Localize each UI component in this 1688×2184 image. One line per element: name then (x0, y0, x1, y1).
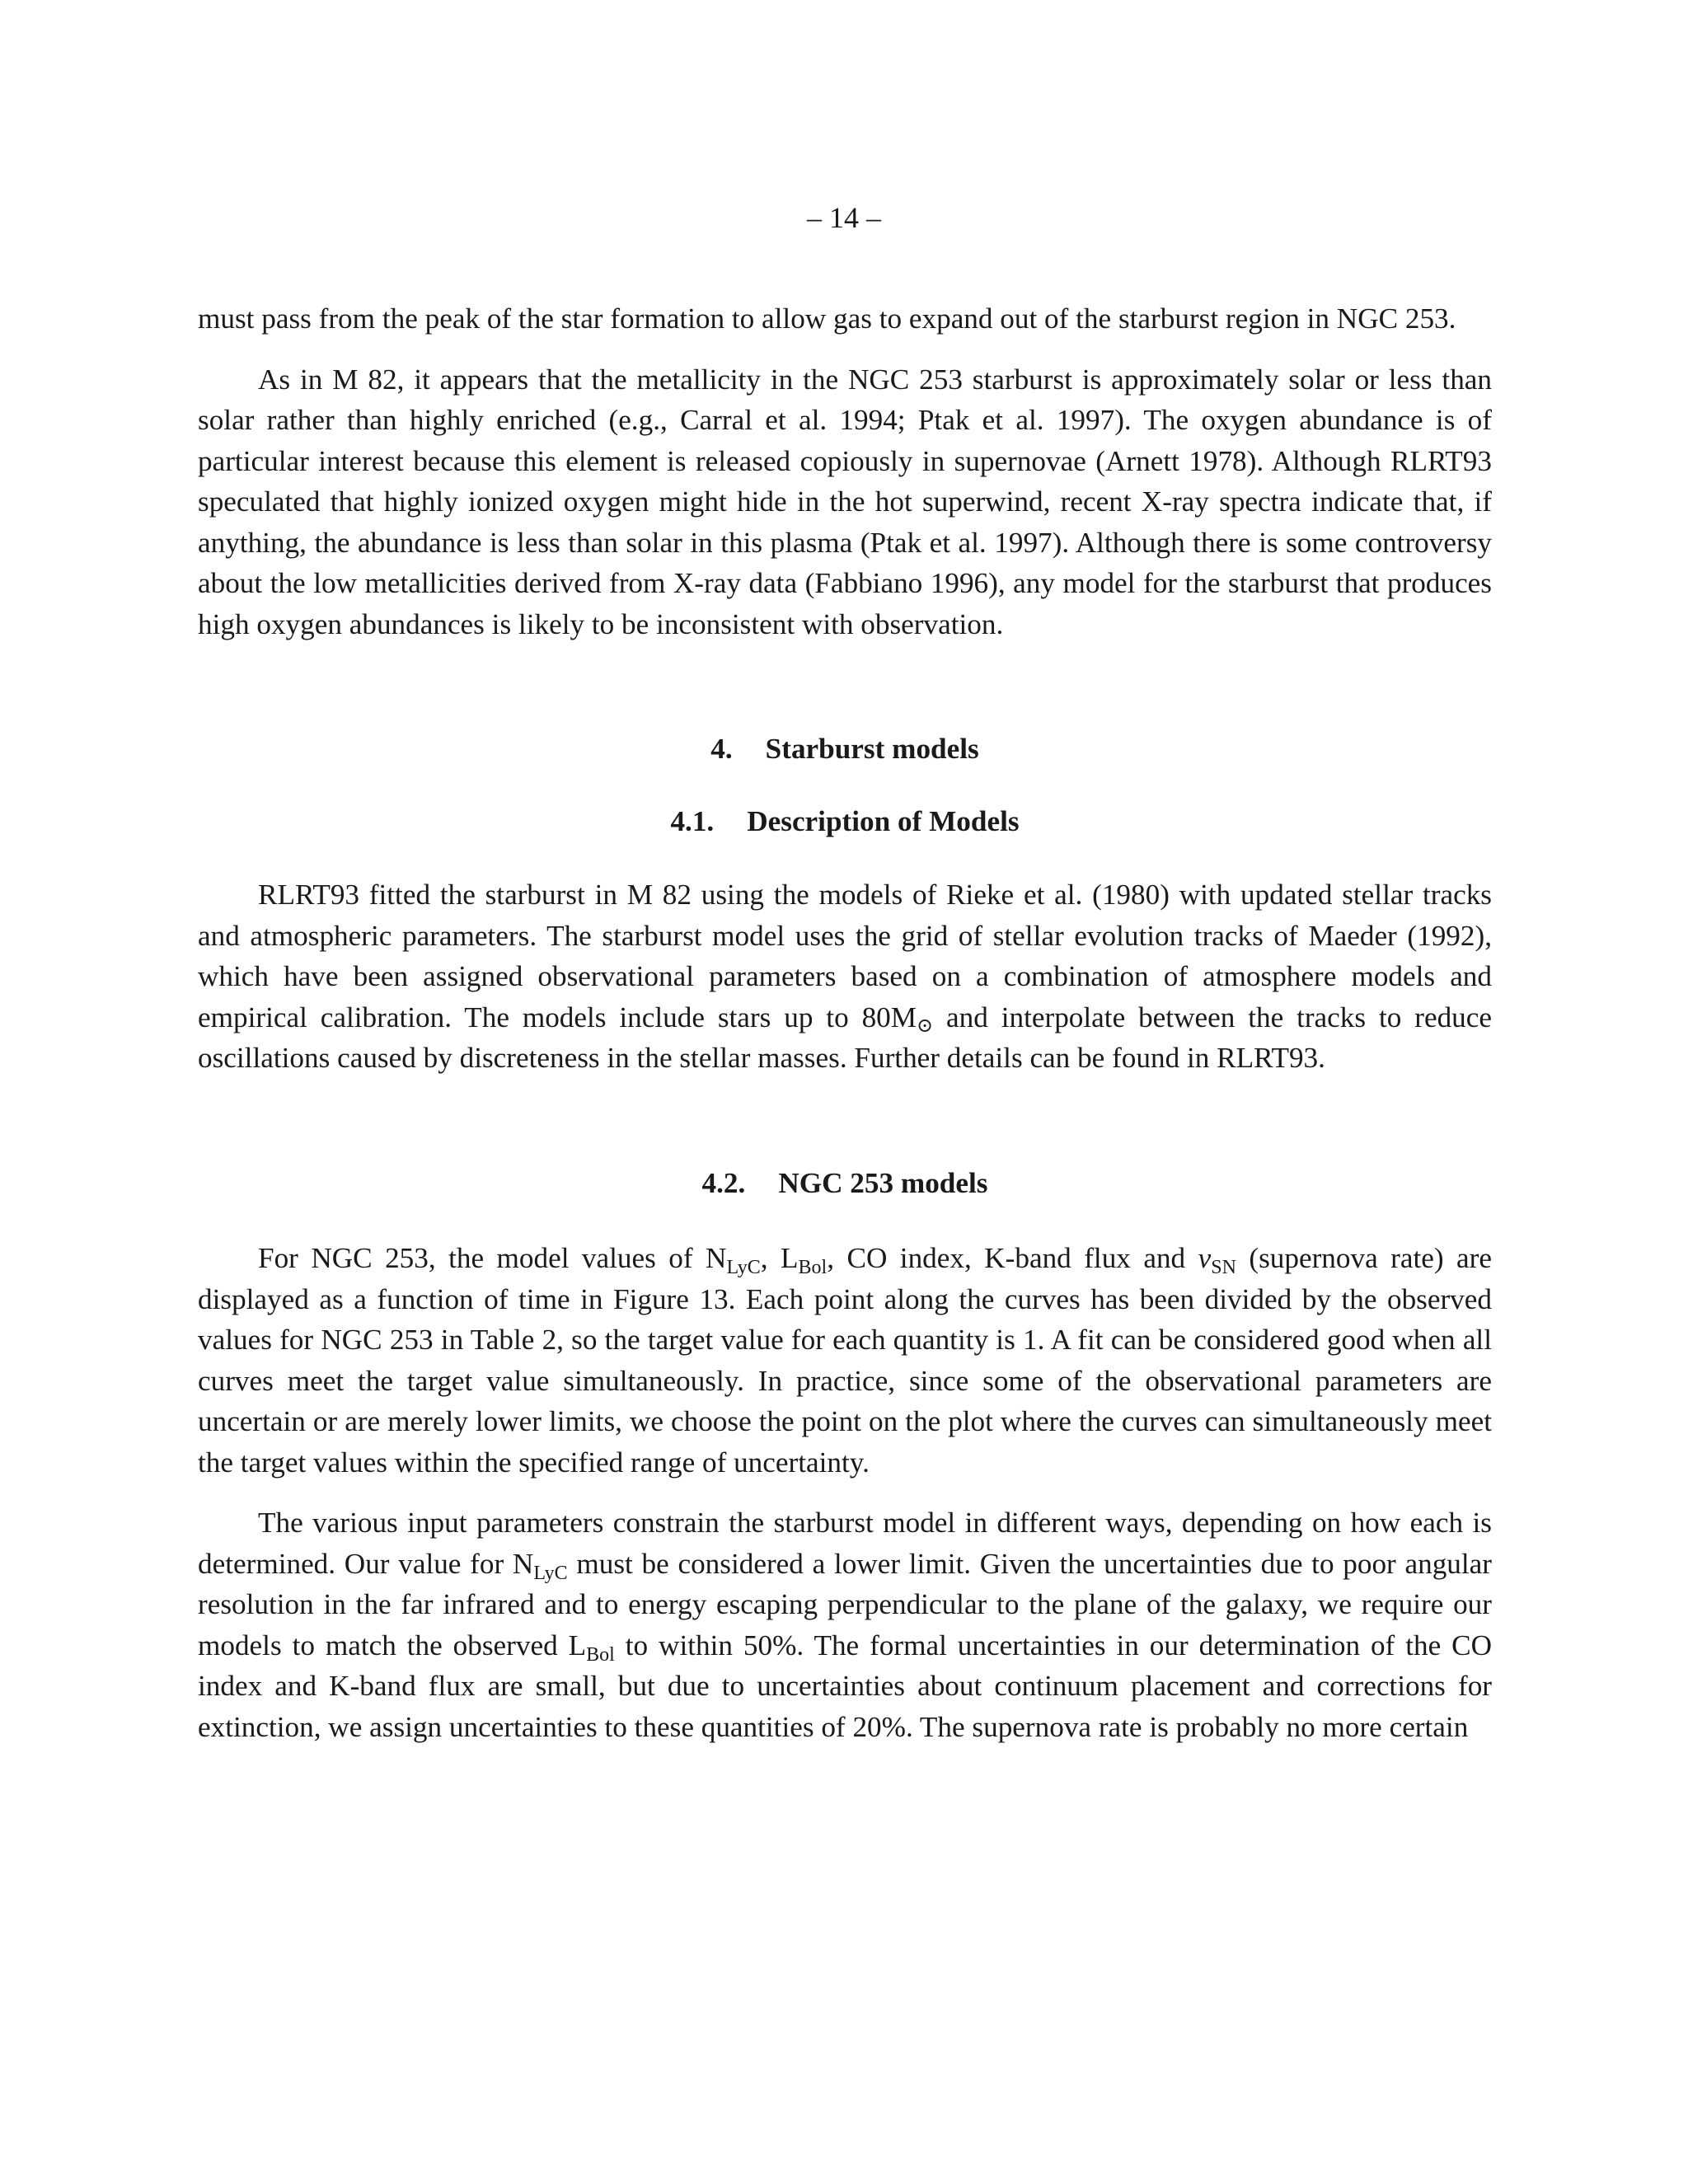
paragraph-model-values (198, 1238, 1492, 1483)
section-title: Starburst models (765, 733, 979, 765)
paragraph-model-description (198, 874, 1492, 1079)
subsection-title: NGC 253 models (778, 1166, 988, 1199)
subsection-number: 4.2. (701, 1166, 746, 1199)
section-heading-starburst-models (198, 729, 1492, 770)
page-body (198, 298, 1492, 1767)
text-run: For NGC 253, the model values of (258, 1242, 706, 1274)
solar-symbol: ⊙ (917, 1015, 934, 1037)
page-number: – 14 – (807, 201, 881, 234)
paragraph-input-parameters (198, 1502, 1492, 1747)
symbol-n: N (512, 1547, 534, 1580)
symbol-n: N (706, 1242, 727, 1274)
symbol-l: L (781, 1242, 799, 1274)
subscript-lyc: LyC (533, 1562, 568, 1584)
subscript-lyc: LyC (726, 1257, 761, 1278)
text-run: must be considered a lower limit. Given the uncertainties due to poor angular resolution in the far infrared and to energy escaping perpendicular to the plane of the galaxy, we require our models to match the observed (198, 1547, 1492, 1661)
subsection-heading-ngc253 (198, 1163, 1492, 1204)
subsection-number: 4.1. (670, 804, 715, 837)
text-run: (supernova rate) are displayed as a function of time in Figure 13. Each point along the curves has been divided by the observed values for NGC 253 in Table 2, so the target value for each quantity is 1. A fit can be considered good when all curves meet the target value simultaneously. In practice, since some of the observational parameters are uncertain or are merely lower limits, we choose the point on the plot where the curves can simultaneously meet the target values within the specified range of uncertainty. (198, 1242, 1492, 1479)
text-run: to within 50%. The formal uncertainties in our determination of the CO index and K-band flux are small, but due to uncertainties about continuum placement and corrections for extinction, we assign uncertainties to these quantities of 20%. The supernova rate is probably no more certain (198, 1629, 1492, 1743)
paragraph-metallicity: As in M 82, it appears that the metallicity in the NGC 253 starburst is approximately solar or less than solar rather than highly enriched (e.g., Carral et al. 1994; Ptak et al. 1997). The oxygen abundance is of particular interest because this element is released copiously in supernovae (Arnett 1978). Although RLRT93 speculated that highly ionized oxygen might hide in the hot superwind, recent X-ray spectra indicate that, if anything, the abundance is less than solar in this plasma (Ptak et al. 1997). Although there is some controversy about the low metallicities derived from X-ray data (Fabbiano 1996), any model for the starburst that produces high oxygen abundances is likely to be inconsistent with observation. (198, 363, 1492, 640)
mass-value: 80M (861, 1001, 917, 1033)
subsection-title: Description of Models (747, 804, 1020, 837)
symbol-nu: ν (1198, 1242, 1212, 1274)
subscript-bol: Bol (586, 1643, 615, 1666)
subsection-heading-description (198, 801, 1492, 842)
section-number: 4. (710, 733, 733, 765)
text-run: , CO index, K-band flux and (827, 1242, 1198, 1274)
text-run: , (760, 1242, 781, 1274)
subscript-bol: Bol (798, 1257, 828, 1278)
text-run: The various input parameters constrain the starburst model in different ways, depending on how each is determined. Our value for (198, 1507, 1492, 1580)
paragraph-continued: must pass from the peak of the star formation to allow gas to expand out of the starburst region in NGC 253. (198, 302, 1456, 335)
text-run: and interpolate between the tracks to reduce oscillations caused by discreteness in the stellar masses. Further details can be found in RLRT93. (198, 1001, 1492, 1074)
symbol-l: L (568, 1629, 587, 1661)
subscript-sn: SN (1211, 1257, 1236, 1278)
text-run: RLRT93 fitted the starburst in M 82 using the models of Rieke et al. (1980) with updated stellar tracks and atmospheric parameters. The starburst model uses the grid of stellar evolution tracks of Maeder (1992), which have been assigned observational parameters based on a combination of atmosphere models and empirical calibration. The models include stars up to (198, 879, 1492, 1033)
